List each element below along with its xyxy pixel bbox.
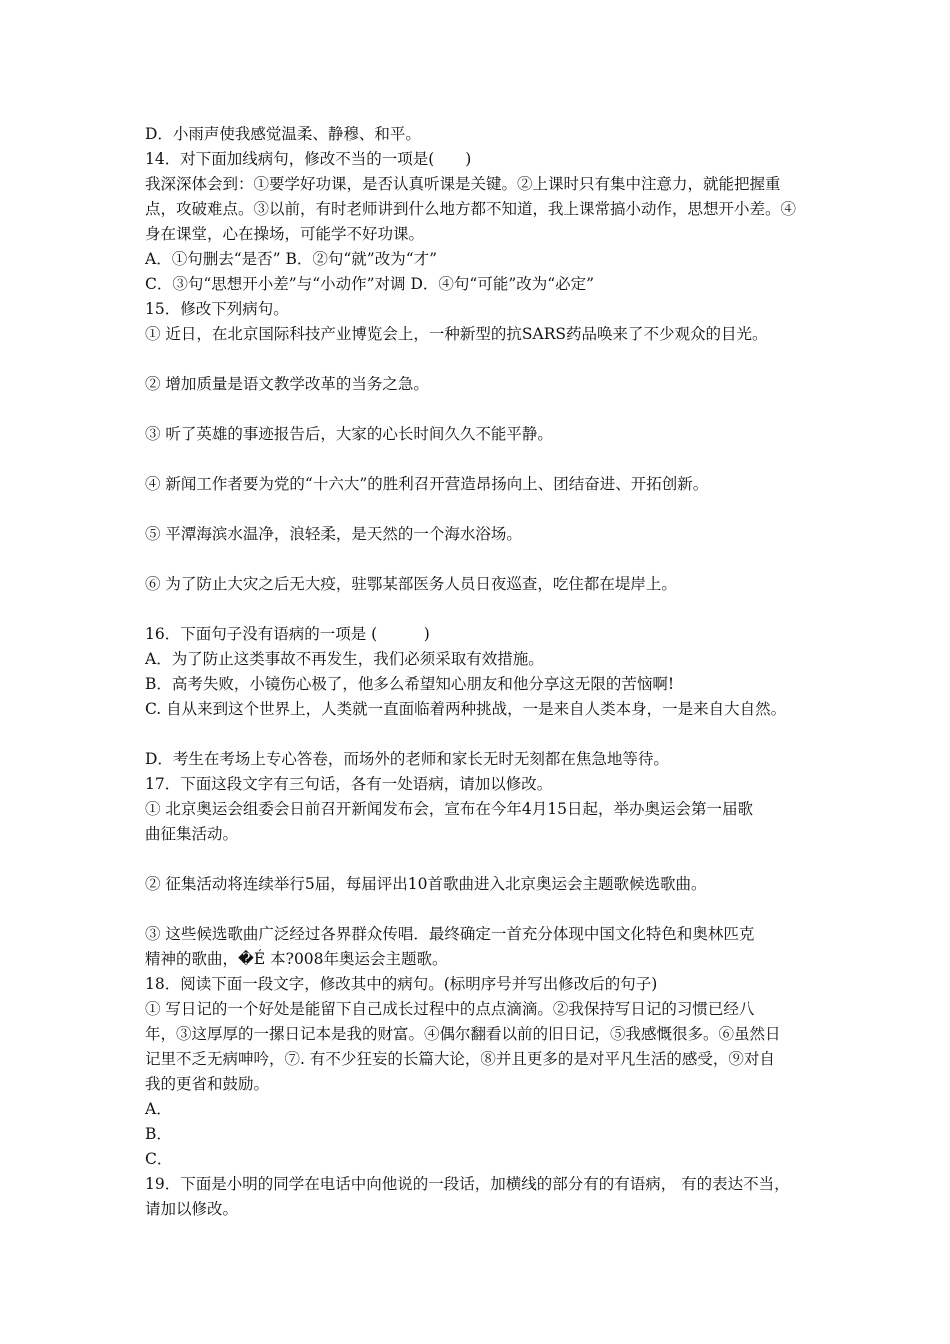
question-18-title: 18．阅读下面一段文字，修改其中的病句。(标明序号并写出修改后的句子)	[145, 975, 658, 993]
answer-space	[145, 497, 825, 522]
question-19-title-line-2: 请加以修改。	[145, 1200, 239, 1218]
question-18-answer-a: A．	[145, 1100, 172, 1118]
question-14-options-ab: A．①句删去“是否” B．②句“就”改为“才”	[145, 250, 438, 268]
question-17-item-1-line-1: ① 北京奥运会组委会日前召开新闻发布会，宣布在今年4月15日起，举办奥运会第一届歌	[145, 800, 754, 818]
question-16-title: 16．下面句子没有语病的一项是 ( )	[145, 625, 430, 643]
question-15-item-2: ② 增加质量是语文教学改革的当务之急。	[145, 375, 429, 393]
question-15-title: 15．修改下列病句。	[145, 300, 289, 318]
question-17-item-3-line-1: ③ 这些候选歌曲广泛经过各界群众传唱．最终确定一首充分体现中国文化特色和奥林匹克	[145, 925, 755, 943]
answer-space	[145, 447, 825, 472]
question-17-title: 17．下面这段文字有三句话，各有一处语病，请加以修改。	[145, 775, 553, 793]
question-14-title: 14．对下面加线病句，修改不当的一项是( )	[145, 150, 472, 168]
question-17-item-1-line-2: 曲征集活动。	[145, 825, 239, 843]
question-17-item-3-line-2: 精神的歌曲，�É 本?008年奥运会主题歌。	[145, 950, 448, 968]
question-15-item-1: ① 近日，在北京国际科技产业博览会上，一种新型的抗SARS药品唤来了不少观众的目光。	[145, 325, 768, 343]
answer-space	[145, 347, 825, 372]
question-15-item-4: ④ 新闻工作者要为党的“十六大”的胜利召开营造昂扬向上、团结奋进、开拓创新。	[145, 475, 709, 493]
question-16-option-d: D．考生在考场上专心答卷，而场外的老师和家长无时无刻都在焦急地等待。	[145, 750, 669, 768]
question-18-answer-c: C．	[145, 1150, 173, 1168]
question-19-title-line-1: 19．下面是小明的同学在电话中向他说的一段话，加横线的部分有的有语病， 有的表达不当，	[145, 1175, 790, 1193]
question-14-passage-line-1: 我深深体会到：①要学好功课，是否认真听课是关键。②上课时只有集中注意力，就能把握重	[145, 175, 781, 193]
option-d-13: D．小雨声使我感觉温柔、静穆、和平。	[145, 125, 421, 143]
answer-space	[145, 897, 825, 922]
question-18-passage-line-3: 记里不乏无病呻吟，⑦. 有不少狂妄的长篇大论，⑧并且更多的是对平凡生活的感受，⑨对自	[145, 1050, 775, 1068]
question-16-option-b: B．高考失败，小镜伤心极了，他多么希望知心朋友和他分享这无限的苦恼啊!	[145, 675, 675, 693]
answer-space	[145, 722, 825, 747]
answer-space	[145, 847, 825, 872]
question-15-item-3: ③ 听了英雄的事迹报告后，大家的心长时间久久不能平静。	[145, 425, 553, 443]
question-18-passage-line-2: 年，③这厚厚的一摞日记本是我的财富。④偶尔翻看以前的旧日记，⑤我感慨很多。⑥虽然日	[145, 1025, 781, 1043]
question-15-item-6: ⑥ 为了防止大灾之后无大疫，驻鄂某部医务人员日夜巡查，吃住都在堤岸上。	[145, 575, 677, 593]
question-15-item-5: ⑤ 平潭海滨水温净，浪轻柔，是天然的一个海水浴场。	[145, 525, 522, 543]
question-14-options-cd: C．③句“思想开小差”与“小动作”对调 D．④句“可能”改为“必定”	[145, 275, 595, 293]
question-18-passage-line-4: 我的更省和鼓励。	[145, 1075, 270, 1093]
question-14-passage-line-2: 点，攻破难点。③以前，有时老师讲到什么地方都不知道，我上课常搞小动作，思想开小差。④	[145, 200, 797, 218]
answer-space	[145, 397, 825, 422]
document-page	[145, 122, 825, 1222]
question-16-option-c: C. 自从来到这个世界上，人类就一直面临着两种挑战，一是来自人类本身，一是来自大自然。	[145, 700, 787, 718]
question-17-item-2: ② 征集活动将连续举行5届，每届评出10首歌曲进入北京奥运会主题歌候选歌曲。	[145, 875, 707, 893]
answer-space	[145, 547, 825, 572]
question-16-option-a: A．为了防止这类事故不再发生，我们必须采取有效措施。	[145, 650, 544, 668]
question-18-answer-b: B．	[145, 1125, 172, 1143]
question-18-passage-line-1: ① 写日记的一个好处是能留下自己成长过程中的点点滴滴。②我保持写日记的习惯已经八	[145, 1000, 755, 1018]
answer-space	[145, 597, 825, 622]
question-14-passage-line-3: 身在课堂，心在操场，可能学不好功课。	[145, 225, 425, 243]
